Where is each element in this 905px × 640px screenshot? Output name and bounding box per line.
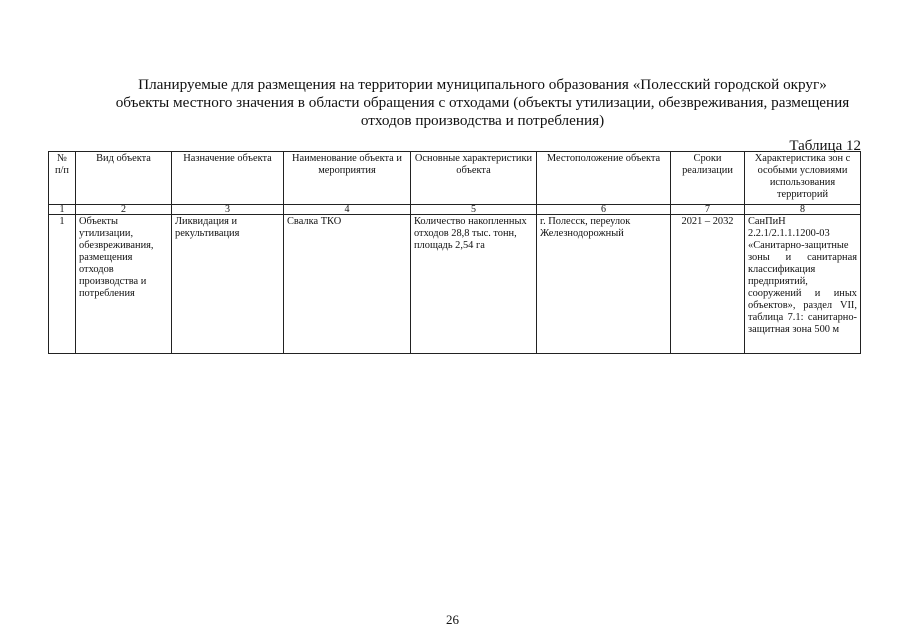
table-header-row <box>49 152 861 205</box>
column-number-row <box>49 205 861 215</box>
cell-number: 1 <box>49 215 76 354</box>
column-number: 2 <box>76 205 172 215</box>
column-number: 8 <box>745 205 861 215</box>
header-timeframe: Сроки реализации <box>671 152 745 205</box>
cell-purpose: Ликвидация и рекультивация <box>172 215 284 354</box>
column-number: 7 <box>671 205 745 215</box>
cell-name: Свалка ТКО <box>284 215 411 354</box>
header-number: № п/п <box>49 152 76 205</box>
cell-characteristics: Количество накопленных отходов 28,8 тыс. тонн, площадь 2,54 га <box>411 215 537 354</box>
title-line-2: объекты местного значения в области обращения с отходами (объекты утилизации, обезвреживания, размещения <box>115 94 850 111</box>
objects-table <box>48 151 861 354</box>
document-title <box>60 76 905 130</box>
table-row <box>49 215 861 354</box>
header-object-type: Вид объекта <box>76 152 172 205</box>
header-zones: Характеристика зон с особыми условиями использования территорий <box>745 152 861 205</box>
table-label: Таблица 12 <box>789 138 861 154</box>
cell-zones: СанПиН 2.2.1/2.1.1.1200-03 «Санитарно-защитные зоны и санитарная классификация предприятий, сооружений и иных объектов», раздел VII, таблица 7.1: санитарно-защитная зона 500 м <box>745 215 861 354</box>
cell-timeframe: 2021 – 2032 <box>671 215 745 354</box>
header-location: Местоположение объекта <box>537 152 671 205</box>
header-name-and-measures: Наименование объекта и мероприятия <box>284 152 411 205</box>
title-line-1: Планируемые для размещения на территории муниципального образования «Полесский городской округ» <box>138 76 827 93</box>
header-characteristics: Основные характеристики объекта <box>411 152 537 205</box>
header-purpose: Назначение объекта <box>172 152 284 205</box>
column-number: 3 <box>172 205 284 215</box>
cell-location: г. Полесск, переулок Железнодорожный <box>537 215 671 354</box>
column-number: 6 <box>537 205 671 215</box>
column-number: 5 <box>411 205 537 215</box>
page-number: 26 <box>446 612 459 627</box>
cell-object-type: Объекты утилизации, обезвреживания, размещения отходов производства и потребления <box>76 215 172 354</box>
title-line-3: отходов производства и потребления) <box>360 112 605 129</box>
column-number: 1 <box>49 205 76 215</box>
column-number: 4 <box>284 205 411 215</box>
